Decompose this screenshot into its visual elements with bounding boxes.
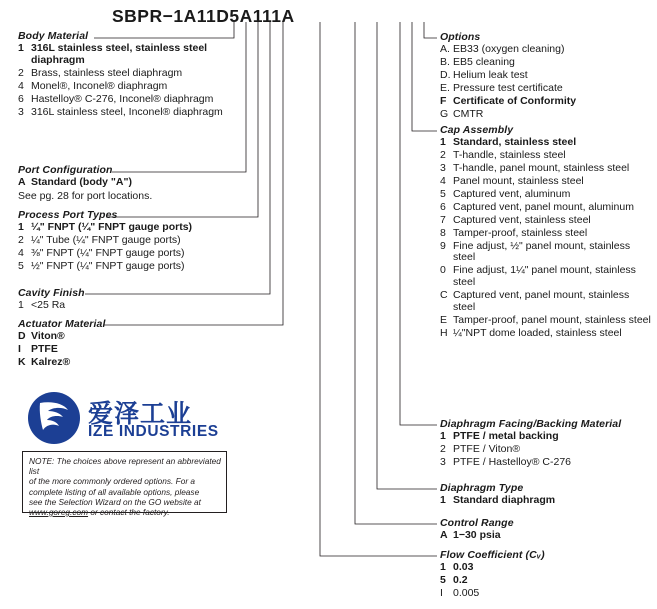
option-code: A. [440,43,450,55]
option-row [440,575,652,587]
group-heading-options: Options [440,31,481,43]
option-label: ⅜" FNPT (¼" FNPT gauge ports) [31,246,185,259]
option-row [440,215,652,227]
option-row [440,96,655,108]
option-row [18,68,248,80]
option-row [18,357,218,369]
group-heading-actuator-material: Actuator Material [18,318,106,330]
option-label: Standard diaphragm [453,494,556,506]
option-code: B. [440,55,450,68]
option-row [440,457,652,469]
group-heading-flow-coefficient: Flow Coefficient (Cᵥ) [440,549,545,561]
part-number-text: SBPR−1A11D5A111A [112,6,295,26]
option-label: Tamper-proof, panel mount, stainless steel [453,313,651,326]
option-label: Brass, stainless steel diaphragm [31,66,183,79]
option-code: 2 [440,148,446,161]
group-heading-body-material: Body Material [18,30,89,42]
option-label: Captured vent, panel mount, stainless steel [453,289,630,313]
option-code: 1 [440,136,446,148]
option-row [18,43,248,66]
group-body-material [18,30,248,120]
option-row [18,177,238,189]
option-code: 7 [440,213,446,226]
option-label: PTFE [31,342,58,355]
option-label: PTFE / Hastelloy® C-276 [453,455,572,468]
option-label: EB33 (oxygen cleaning) [453,43,565,55]
note-line-3: complete listing of all available options, please [29,486,200,497]
option-code: 9 [440,239,446,252]
option-code: 6 [18,92,24,105]
option-label: ¼"NPT dome loaded, stainless steel [453,326,622,339]
note-line-2: of the more commonly ordered options. For a [29,476,196,487]
option-code: D [18,330,26,342]
option-label: 1−30 psia [453,529,501,541]
option-row [440,562,652,574]
option-code: 4 [18,79,24,92]
option-row [440,202,652,214]
option-row [440,150,652,162]
part-number [112,6,295,27]
group-heading-port-configuration: Port Configuration [18,164,113,176]
option-label: Monel®, Inconel® diaphragm [31,79,168,92]
option-label: Viton® [31,330,65,342]
group-actuator-material [18,318,218,370]
group-port-configuration [18,164,238,203]
option-label: Tamper-proof, stainless steel [453,226,588,239]
option-label: 316L stainless steel, Inconel® diaphragm [31,105,223,118]
group-heading-diaphragm-facing: Diaphragm Facing/Backing Material [440,418,622,430]
option-code: 4 [440,174,446,187]
option-code: 5 [18,259,24,272]
option-row [18,94,248,106]
option-row [440,137,652,149]
option-row [440,328,652,340]
note-line-5 [29,507,221,517]
option-code: E [440,313,448,326]
logo [28,390,253,448]
note-box [22,451,227,518]
group-diaphragm-type [440,482,652,508]
option-row [440,588,652,600]
option-code: I [440,586,443,599]
option-row [440,176,652,188]
option-row [440,189,652,201]
option-code: 2 [18,233,24,246]
option-row [18,331,218,343]
group-heading-diaphragm-type: Diaphragm Type [440,482,524,494]
option-row [440,444,652,456]
port-configuration-note: See pg. 28 for port locations. [18,189,153,202]
option-row [18,81,248,93]
option-label: Standard (body "A") [31,176,132,188]
option-row [440,83,655,95]
option-code: K [18,355,26,368]
option-code: 8 [440,226,446,239]
option-row [440,70,655,82]
option-label: Captured vent, panel mount, aluminum [453,200,634,213]
option-code: 2 [18,66,24,79]
option-label: Standard, stainless steel [453,136,577,148]
option-code: A [440,529,448,541]
option-code: I [18,342,21,355]
option-code: 5 [440,187,446,200]
option-label: 316L stainless steel, stainless steel diaphragm [31,42,208,66]
logo-mark-circle [28,392,80,444]
group-heading-control-range: Control Range [440,517,514,529]
option-row [440,495,652,507]
option-row [440,228,652,240]
option-code: 1 [440,561,446,573]
option-label: PTFE / Viton® [453,442,521,455]
option-row [18,261,248,273]
option-row [440,44,655,56]
option-label: Hastelloy® C-276, Inconel® diaphragm [31,92,214,105]
note-line-1: NOTE: The choices above represent an abbreviated list [29,456,221,477]
option-label: Captured vent, stainless steel [453,213,591,226]
option-label: CMTR [453,107,484,120]
option-code: E. [440,81,450,94]
note-line-5-rest: or contact the factory. [88,507,170,518]
group-diaphragm-facing [440,418,652,470]
option-row [18,344,218,356]
option-row [440,241,652,264]
option-label: Panel mount, stainless steel [453,174,584,187]
option-label: Pressure test certificate [453,81,563,94]
option-row [440,530,652,542]
option-code: G [440,107,449,120]
option-label: PTFE / metal backing [453,430,559,442]
option-code: 1 [18,42,24,54]
option-code: 4 [18,246,24,259]
option-code: 3 [440,455,446,468]
option-row [18,300,218,312]
logo-text-cn: 爱泽工业 [88,399,193,428]
note-line-4: see the Selection Wizard on the GO website at [29,496,201,507]
group-cap-assembly [440,124,652,341]
option-code: C [440,289,448,302]
option-row [440,431,652,443]
option-row [440,315,652,327]
group-flow-coefficient [440,549,652,601]
option-row [18,222,248,234]
option-label: 0.005 [453,586,480,599]
option-code: 1 [18,221,24,233]
option-code: F [440,94,447,107]
option-code: A [18,176,26,188]
option-code: 0 [440,264,446,277]
group-control-range [440,517,652,543]
option-row [18,107,248,119]
group-heading-cavity-finish: Cavity Finish [18,287,85,299]
option-row [18,248,248,260]
option-label: Captured vent, aluminum [453,187,571,200]
option-label: 0.03 [453,561,474,573]
option-label: ½" FNPT (¼" FNPT gauge ports) [31,259,185,272]
option-label: 0.2 [453,573,468,586]
logo-swoosh-icon [37,400,71,436]
option-code: 1 [18,299,24,311]
option-label: Kalrez® [31,355,71,368]
option-row [18,235,248,247]
option-label: EB5 cleaning [453,55,515,68]
option-label: T-handle, panel mount, stainless steel [453,161,630,174]
option-label: Helium leak test [453,68,528,81]
option-label: Certificate of Conformity [453,94,577,107]
logo-text-en: IZE INDUSTRIES [88,423,219,440]
option-code: 1 [440,430,446,442]
option-row [440,57,655,69]
option-row [440,109,655,121]
group-heading-process-port-types: Process Port Types [18,209,118,221]
option-label: <25 Ra [31,299,66,311]
option-code: 2 [440,442,446,455]
option-label: ¼" FNPT (¼" FNPT gauge ports) [31,221,193,233]
group-options [440,31,655,122]
option-code: 6 [440,200,446,213]
option-row [440,265,652,288]
option-code: D. [440,68,451,81]
group-heading-cap-assembly: Cap Assembly [440,124,514,136]
option-label: Fine adjust, 1¼" panel mount, stainless steel [453,264,636,289]
option-code: 5 [440,573,446,586]
note-link[interactable]: www.goreg.com [29,507,89,518]
option-label: Fine adjust, ½" panel mount, stainless steel [453,239,631,264]
option-code: 3 [18,105,24,118]
option-code: 3 [440,161,446,174]
option-code: H [440,326,448,339]
group-cavity-finish [18,287,218,313]
option-label: T-handle, stainless steel [453,148,566,161]
option-row [440,290,652,313]
option-row [440,163,652,175]
group-process-port-types [18,209,248,274]
option-label: ¼" Tube (¼" FNPT gauge ports) [31,233,181,246]
option-code: 1 [440,494,446,506]
